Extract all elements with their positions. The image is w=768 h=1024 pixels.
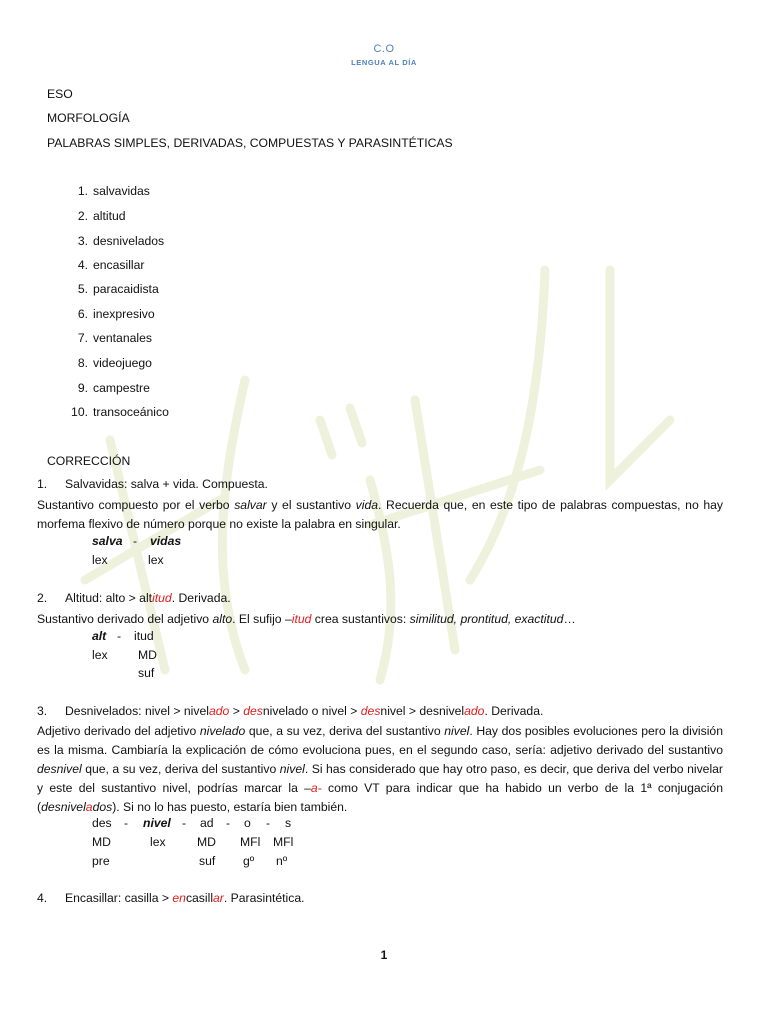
c1-morph-table: salva - vidas lex lex [92, 534, 182, 567]
list-item-word: campestre [93, 381, 150, 395]
page-number: 1 [380, 948, 388, 962]
c3-number: 3. [37, 704, 48, 718]
heading-topic: PALABRAS SIMPLES, DERIVADAS, COMPUESTAS Y PARASINTÉTICAS [47, 136, 453, 150]
list-item-word: ventanales [93, 331, 152, 345]
c4-title: Encasillar: casilla > encasillar. Parasintética. [65, 891, 305, 905]
c3-morph-table: des - nivel - ad - o - s MD lex MD MFl MFl pre suf gº nº [92, 816, 294, 868]
c2-paragraph: Sustantivo derivado del adjetivo alto. El sufijo –itud crea sustantivos: similitud, prontitud, exactitud… [37, 612, 576, 626]
c2-number: 2. [37, 591, 48, 605]
correction-title: CORRECCIÓN [47, 454, 131, 468]
header-subtitle: LENGUA AL DÍA [351, 58, 417, 67]
list-item-number: 10. [71, 405, 88, 419]
list-item-word: encasillar [93, 258, 145, 272]
list-item-number: 5. [77, 282, 88, 296]
list-item-word: transoceánico [93, 405, 169, 419]
list-item-number: 4. [77, 258, 88, 272]
list-item-word: salvavidas [93, 184, 150, 198]
list-item-number: 3. [77, 234, 88, 248]
c1-paragraph: Sustantivo compuesto por el verbo salvar y el sustantivo vida. Recuerda que, en este tipo de palabras compuestas, no hay morfema flexivo de número porque no existe la palabra en singular. [37, 498, 723, 531]
list-item-number: 2. [77, 209, 88, 223]
heading-subject: MORFOLOGÍA [47, 111, 130, 125]
list-item-word: inexpresivo [93, 307, 155, 321]
c4-number: 4. [37, 891, 48, 905]
c2-morph-table: alt - itud lex MD suf [92, 629, 157, 680]
heading-level: ESO [47, 87, 73, 101]
list-item-word: videojuego [93, 356, 152, 370]
c3-title: Desnivelados: nivel > nivelado > desnivelado o nivel > desnivel > desnivelado. Derivada. [65, 704, 544, 718]
header-title: C.O [373, 43, 395, 55]
list-item-word: paracaidista [93, 282, 159, 296]
list-item-number: 6. [77, 307, 88, 321]
c1-number: 1. [37, 477, 48, 491]
c3-paragraph: Adjetivo derivado del adjetivo nivelado que, a su vez, deriva del sustantivo nivel. Hay dos posibles evoluciones pero la división es la misma. Cambiaría la explicación de cómo evoluciona pues, en el segundo caso, sería: adjetivo derivado del sustantivo desnivel que, a su vez, deriva del sustantivo nivel. Si has considerado que hay otro paso, es decir, que deriva del verbo nivelar y este del sustantivo nivel, podrías marcar la –a- como VT para indicar que ha habido un verbo de la 1ª conjugación (desnivelados). Si no lo has puesto, estaría bien también. [37, 724, 723, 814]
list-item-number: 8. [77, 356, 88, 370]
list-item-number: 7. [77, 331, 88, 345]
list-item-number: 1. [77, 184, 88, 198]
list-item-word: desnivelados [93, 234, 165, 248]
list-item-number: 9. [77, 381, 88, 395]
list-item-word: altitud [93, 209, 126, 223]
c2-title: Altitud: alto > altitud. Derivada. [65, 591, 231, 605]
c1-title: Salvavidas: salva + vida. Compuesta. [65, 477, 268, 491]
